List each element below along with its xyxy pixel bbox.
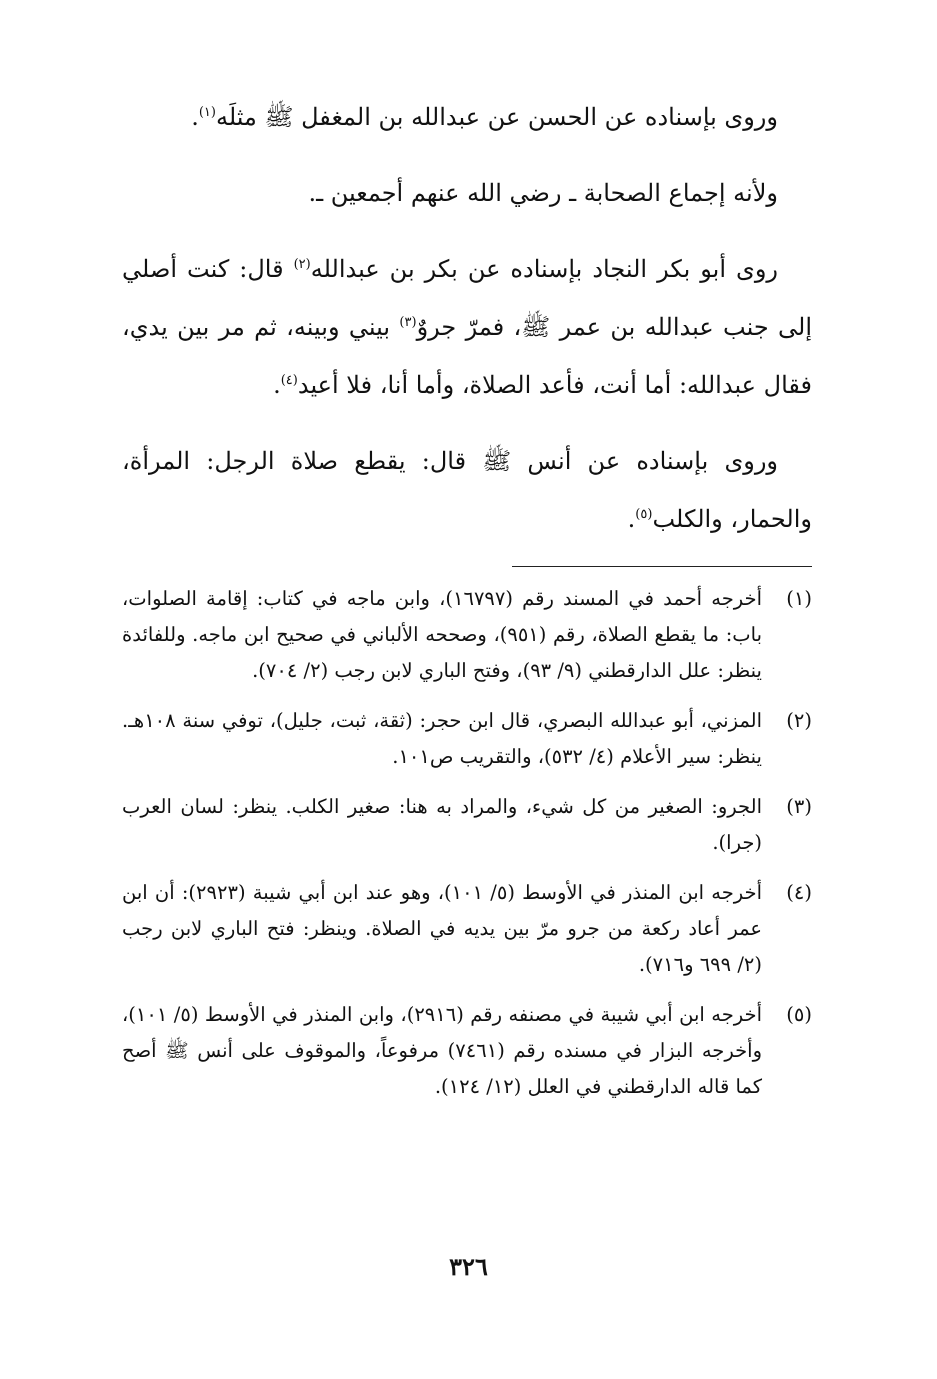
- paragraph-3-text-c: بيني وبينه، ثم مر بين يدي، فقال عبدالله: أما أنت، فأعد الصلاة، وأما أنا، فلا أعيد: [122, 313, 812, 399]
- footnote-text: المزني، أبو عبدالله البصري، قال ابن حجر: (ثقة، ثبت، جليل)، توفي سنة ١٠٨هـ. ينظر: سير الأعلام (٤/ ٥٣٢)، والتقريب ص١٠١.: [122, 709, 762, 768]
- page-body: [122, 88, 812, 1119]
- footnote-number: (٣): [786, 795, 812, 818]
- footnote-number: (٢): [786, 709, 812, 732]
- footnote-ref-5[interactable]: (٥): [635, 507, 653, 522]
- footnote-number: (٥): [786, 1003, 812, 1026]
- paragraph-1-end: .: [191, 103, 199, 131]
- paragraph-4: [122, 432, 812, 548]
- footnote-ref-4[interactable]: (٤): [280, 373, 298, 388]
- footnote-4: [122, 875, 812, 983]
- paragraph-1-text: وروى بإسناده عن الحسن عن عبدالله بن المغفل ﷺ مثلَه: [215, 103, 778, 131]
- footnote-number: (٤): [786, 881, 812, 904]
- footnote-2: [122, 703, 812, 775]
- footnote-ref-3[interactable]: (٣): [399, 315, 417, 330]
- paragraph-3: [122, 240, 812, 414]
- paragraph-4-end: .: [627, 505, 636, 533]
- footnote-number: (١): [786, 587, 812, 610]
- page-number: ٣٢٦: [449, 1252, 488, 1281]
- paragraph-3-text-b: قال: كنت أصلي إلى جنب عبدالله بن عمر ﷺ، فمرّ جروٌ: [122, 255, 813, 341]
- footnote-3: [122, 789, 812, 861]
- paragraph-2-text: ولأنه إجماع الصحابة ـ رضي الله عنهم أجمعين ـ.: [308, 179, 778, 207]
- footnote-text: أخرجه ابن المنذر في الأوسط (٥/ ١٠١)، وهو عند ابن أبي شيبة (٢٩٢٣): أن ابن عمر أعاد ركعة من جرو مرّ بين يديه في الصلاة. وينظر: فتح الباري لابن رجب (٢/ ٦٩٩ و٧١٦).: [122, 881, 763, 976]
- footnote-text: أخرجه ابن أبي شيبة في مصنفه رقم (٢٩١٦)، وابن المنذر في الأوسط (٥/ ١٠١)، وأخرجه البزار في مسنده رقم (٧٤٦١) مرفوعاً، والموقوف على أنس ﷺ أصح كما قاله الدارقطني في العلل (١٢/ ١٢٤).: [122, 1003, 763, 1098]
- paragraph-4-text: وروى بإسناده عن أنس ﷺ قال: يقطع صلاة الرجل: المرأة، والحمار، والكلب: [122, 447, 812, 533]
- footnote-text: الجرو: الصغير من كل شيء، والمراد به هنا: صغير الكلب. ينظر: لسان العرب (جرا).: [122, 795, 762, 854]
- footnote-ref-1[interactable]: (١): [198, 105, 216, 120]
- paragraph-1: [122, 88, 812, 146]
- paragraph-2: [122, 164, 812, 222]
- main-text: [122, 88, 812, 548]
- footnotes: [122, 581, 812, 1105]
- footnote-text: أخرجه أحمد في المسند رقم (١٦٧٩٧)، وابن ماجه في كتاب: إقامة الصلوات، باب: ما يقطع الصلاة، رقم (٩٥١)، وصححه الألباني في صحيح ابن ماجه. وللفائدة ينظر: علل الدارقطني (٩/ ٩٣)، وفتح الباري لابن رجب (٢/ ٧٠٤).: [122, 587, 763, 682]
- paragraph-3-text-a: روى أبو بكر النجاد بإسناده عن بكر بن عبدالله: [310, 255, 778, 283]
- footnote-ref-2[interactable]: (٢): [293, 257, 311, 272]
- footnote-5: [122, 997, 812, 1105]
- paragraph-3-end: .: [273, 371, 281, 399]
- footnote-1: [122, 581, 812, 689]
- footnote-divider: [512, 566, 812, 567]
